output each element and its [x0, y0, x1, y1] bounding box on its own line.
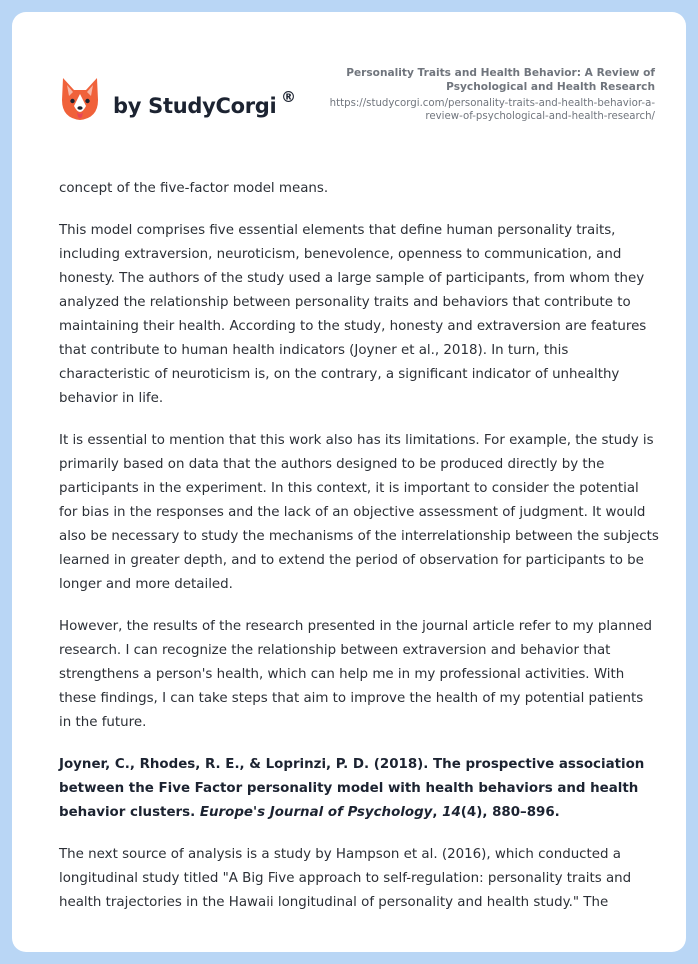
document-body [59, 177, 659, 933]
reference-entry [59, 753, 659, 825]
reference-separator: , [432, 805, 443, 820]
document-title: Personality Traits and Health Behavior: A Review of Psychological and Health Research [346, 67, 655, 93]
document-page [12, 12, 686, 952]
reference-journal: Europe's Journal of Psychology [199, 805, 433, 820]
registered-mark: ® [281, 88, 296, 106]
paragraph: This model comprises five essential elements that define human personality traits, including extraversion, neuroticism, benevolence, openness to communication, and honesty. The authors of the study used a large sample of participants, from whom they analyzed the relationship between personality traits and behaviors that contribute to maintaining their health. According to the study, honesty and extraversion are features that contribute to human health indicators (Joyner et al., 2018). In turn, this characteristic of neuroticism is, on the contrary, a significant indicator of unhealthy behavior in life. [59, 223, 647, 406]
reference-volume: 14 [442, 805, 461, 820]
paragraph: concept of the five-factor model means. [59, 181, 329, 196]
paragraph: However, the results of the research presented in the journal article refer to my planned research. I can recognize the relationship between extraversion and behavior that strengthens a person's health, which can help me in my professional activities. With these findings, I can take steps that aim to improve the health of my potential patients in the future. [59, 619, 652, 730]
reference-authors-title: Joyner, C., Rhodes, R. E., & Loprinzi, P. D. (2018). The prospective association between the Five Factor personality model with health behaviors and health behavior clusters. [59, 757, 645, 820]
corgi-icon [60, 76, 100, 124]
paragraph: It is essential to mention that this work also has its limitations. For example, the study is primarily based on data that the authors designed to be produced directly by the participants in the experiment. In this context, it is important to consider the potential for bias in the responses and the lack of an objective assessment of judgment. It would also be necessary to study the mechanisms of the interrelationship between the subjects learned in greater depth, and to extend the period of observation for participants to be longer and more detailed. [59, 433, 659, 592]
document-url[interactable]: https://studycorgi.com/personality-traits-and-health-behavior-a-review-of-psychological-and-health-research/ [329, 98, 655, 122]
reference-issue-pages: (4), 880–896. [460, 805, 560, 820]
studycorgi-logo[interactable] [60, 76, 320, 136]
paragraph: The next source of analysis is a study by Hampson et al. (2016), which conducted a longitudinal study titled "A Big Five approach to self-regulation: personality traits and health trajectories in the Hawaii longitudinal of personality and health study." The [59, 847, 632, 910]
document-header [295, 66, 655, 123]
brand-name: by StudyCorgi [113, 94, 277, 118]
